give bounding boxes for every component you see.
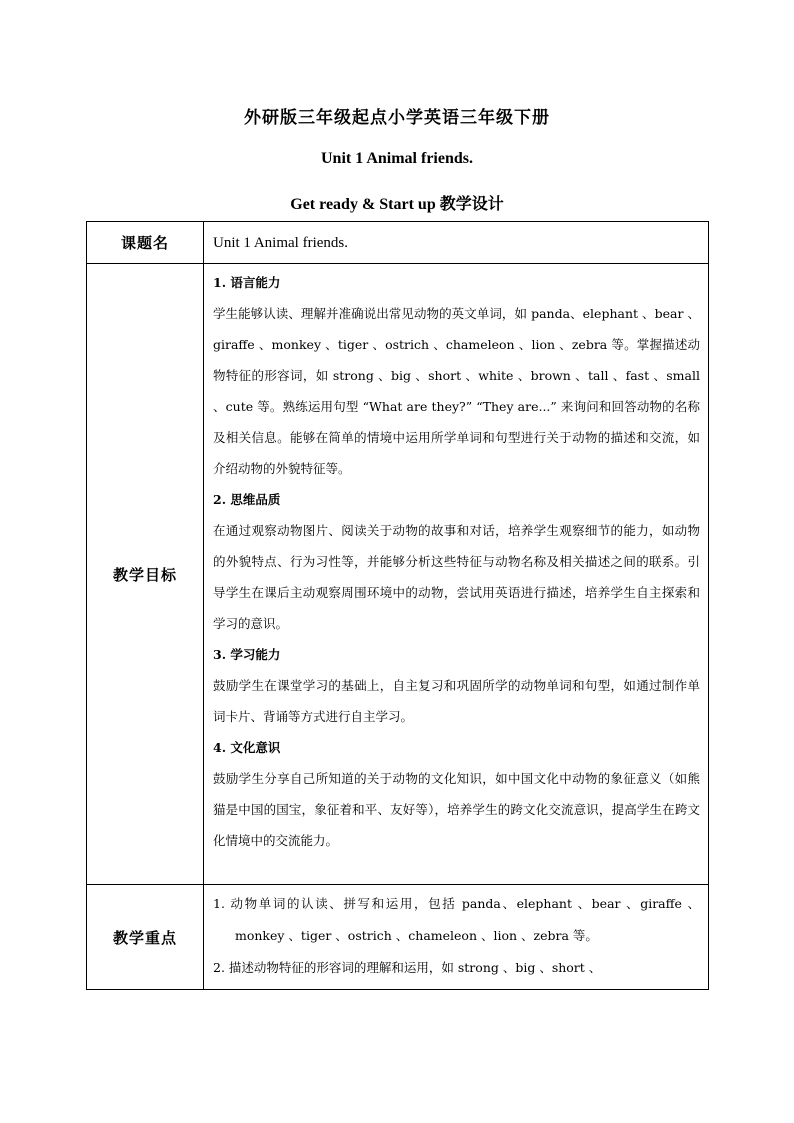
key-points-cell	[204, 885, 709, 990]
objective-heading: 1. 语言能力	[213, 275, 281, 290]
objectives-cell	[204, 264, 709, 885]
list-item: 2. 描述动物特征的形容词的理解和运用，如 strong 、big 、short 、	[213, 960, 602, 975]
row-label-objectives: 教学目标	[87, 264, 204, 885]
objective-heading: 2. 思维品质	[213, 492, 281, 507]
unit-title: Unit 1 Animal friends.	[320, 150, 473, 167]
row-label-topic: 课题名	[87, 222, 204, 264]
lesson-plan-table	[86, 221, 709, 990]
table-row	[87, 264, 709, 885]
objective-body: 学生能够认读、理解并准确说出常见动物的英文单词，如 panda、elephant 、bear 、giraffe 、monkey 、tiger 、ostrich 、chameleon 、lion 、zebra 等。掌握描述动物特征的形容词，如 strong 、big 、short 、white 、brown 、tall 、fast 、small 、cute 等。熟练运用句型 “What are they?” “They are...” 来询问和回答动物的名称及相关信息。能够在简单的情境中运用所学单词和句型进行关于动物的描述和交流，如介绍动物的外貌特征等。	[213, 306, 700, 476]
document-title: 外研版三年级起点小学英语三年级下册	[244, 108, 550, 128]
list-item: 1. 动物单词的认读、拼写和运用，包括 panda、elephant 、bear 、giraffe 、monkey 、tiger 、ostrich 、chameleon 、lion 、zebra 等。	[213, 896, 700, 943]
row-label-key-points: 教学重点	[87, 885, 204, 990]
table-row	[87, 222, 709, 264]
table-row	[87, 885, 709, 990]
objective-heading: 3. 学习能力	[213, 647, 281, 662]
objective-body: 鼓励学生分享自己所知道的关于动物的文化知识，如中国文化中动物的象征意义（如熊猫是中国的国宝，象征着和平、友好等），培养学生的跨文化交流意识，提高学生在跨文化情境中的交流能力。	[213, 771, 700, 848]
objective-body: 在通过观察动物图片、阅读关于动物的故事和对话，培养学生观察细节的能力，如动物的外貌特点、行为习性等，并能够分析这些特征与动物名称及相关描述之间的联系。引导学生在课后主动观察周围环境中的动物，尝试用英语进行描述，培养学生自主探索和学习的意识。	[213, 523, 700, 631]
objective-heading: 4. 文化意识	[213, 740, 281, 755]
objective-body: 鼓励学生在课堂学习的基础上，自主复习和巩固所学的动物单词和句型，如通过制作单词卡片、背诵等方式进行自主学习。	[213, 678, 700, 724]
lesson-subtitle: Get ready & Start up 教学设计	[290, 196, 504, 213]
topic-value: Unit 1 Animal friends.	[204, 222, 709, 264]
